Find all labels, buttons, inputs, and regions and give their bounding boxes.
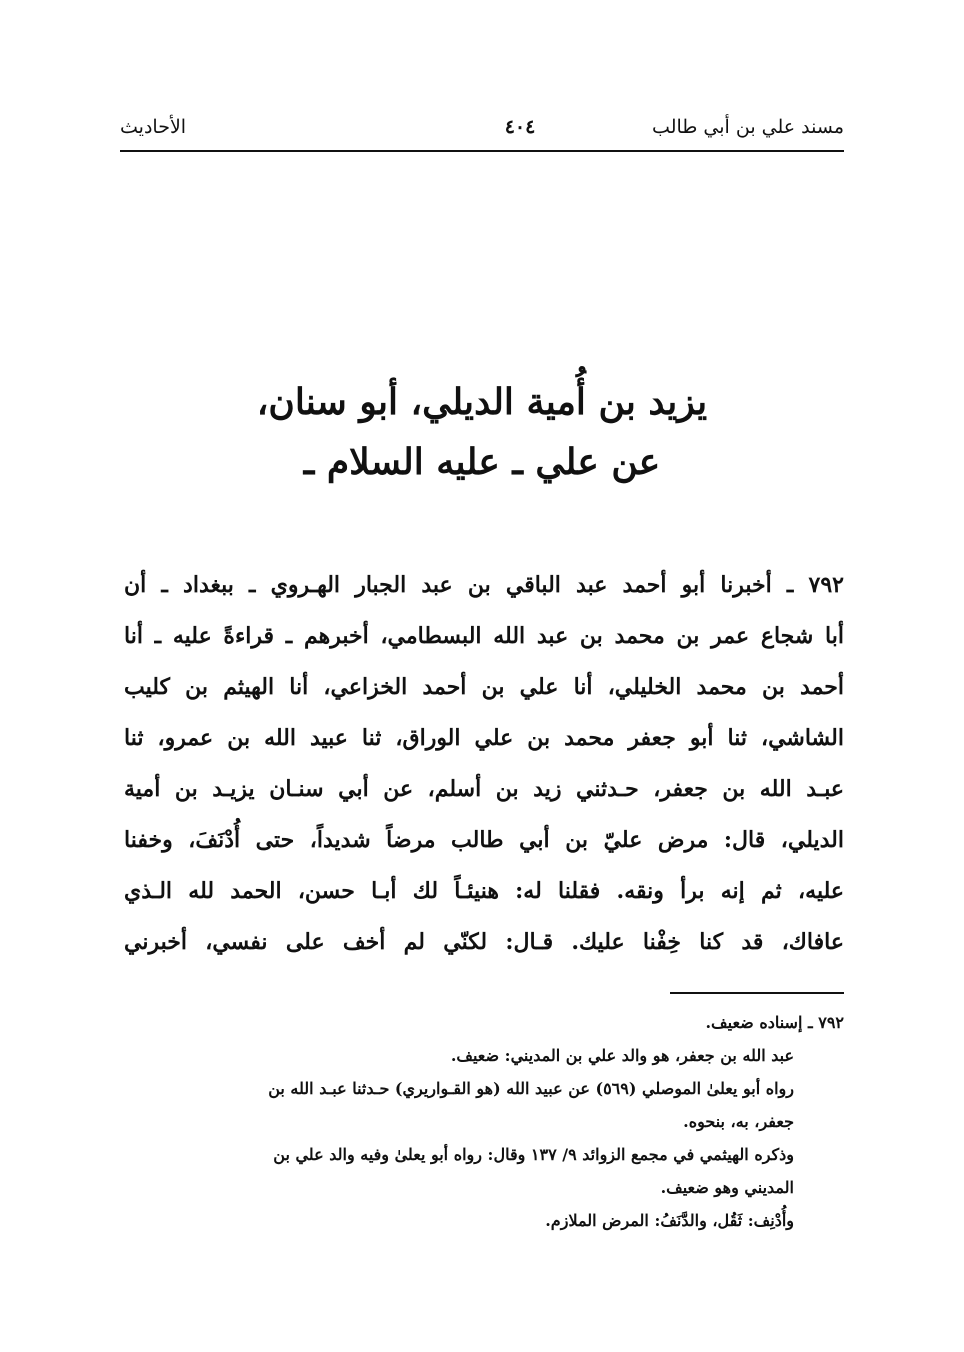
footnote-line: جعفر، به، بنحوه.	[683, 1112, 794, 1131]
hadith-line: عافاك، قد كنا خِفْنا عليك. قـال: لكنّي لم أخف على نفسي، أخبرني	[124, 929, 844, 955]
hadith-line-text: ـ أخبرنا أبو أحمد عبد الباقي بن عبد الجبار الهـروي ـ ببغداد ـ أن	[124, 572, 794, 598]
chapter-title-line-2: عن علي ـ عليه السلام ـ	[303, 441, 661, 483]
footnote-line: رواه أبو يعلىٰ الموصلي (٥٦٩) عن عبيد الله (هو القـواريري) حـدثنا عبـد الله بن	[268, 1079, 794, 1098]
footnote-line: وأُدْنِف: ثَقُل، والدَّنَفُ: المرض الملازم.	[545, 1211, 794, 1230]
hadith-number: ٧٩٢	[808, 572, 844, 598]
footnote-head: ٧٩٢ ـ إسناده ضعيف.	[705, 1013, 844, 1032]
hadith-line: عبـد الله بن جعفر، حـدثني زيد بن أسلم، عن أبي سنـان يزيـد بن أمية	[124, 776, 844, 802]
footnote-line: وذكره الهيثمي في مجمع الزوائد ٩/ ١٣٧ وقال: رواه أبو يعلىٰ وفيه والد علي بن	[273, 1145, 794, 1164]
hadith-line: أبا شجاع عمر بن محمد بن عبد الله البسطامي، أخبرهم ـ قراءةً عليه ـ أنا	[124, 623, 844, 649]
header-page-number: ٤٠٤	[504, 116, 536, 138]
hadith-line: عليه، ثم إنه برأ ونقه. فقلنا له: هنيئـاً لك أبـا حسن، الحمد لله الـذي	[124, 878, 844, 904]
hadith-line: الديلي، قال: مرض عليّ بن أبي طالب مرضاً شديداً، حتى أُدْنَفَ، وخفنا	[124, 827, 844, 853]
header-section: الأحاديث	[120, 116, 187, 138]
hadith-line: أحمد بن محمد الخليلي، أنا علي بن أحمد الخزاعي، أنا الهيثم بن كليب	[124, 674, 844, 700]
header-book-title: مسند علي بن أبي طالب	[652, 116, 844, 138]
chapter-title	[120, 372, 844, 492]
running-header	[120, 112, 844, 144]
footnote-line: عبد الله بن جعفر، هو والد علي بن المديني: ضعيف.	[450, 1046, 794, 1065]
header-divider	[120, 150, 844, 152]
hadith-line	[124, 560, 844, 611]
hadith-body	[124, 560, 844, 968]
hadith-line: الشاشي، ثنا أبو جعفر محمد بن علي الوراق، ثنا عبيد الله بن عمرو، ثنا	[124, 725, 844, 751]
footnotes	[130, 1006, 844, 1237]
footnote-line: المديني وهو ضعيف.	[660, 1178, 794, 1197]
chapter-title-line-1: يزيد بن أُمية الديلي، أبو سنان،	[256, 381, 708, 423]
footnote-divider	[670, 992, 844, 994]
